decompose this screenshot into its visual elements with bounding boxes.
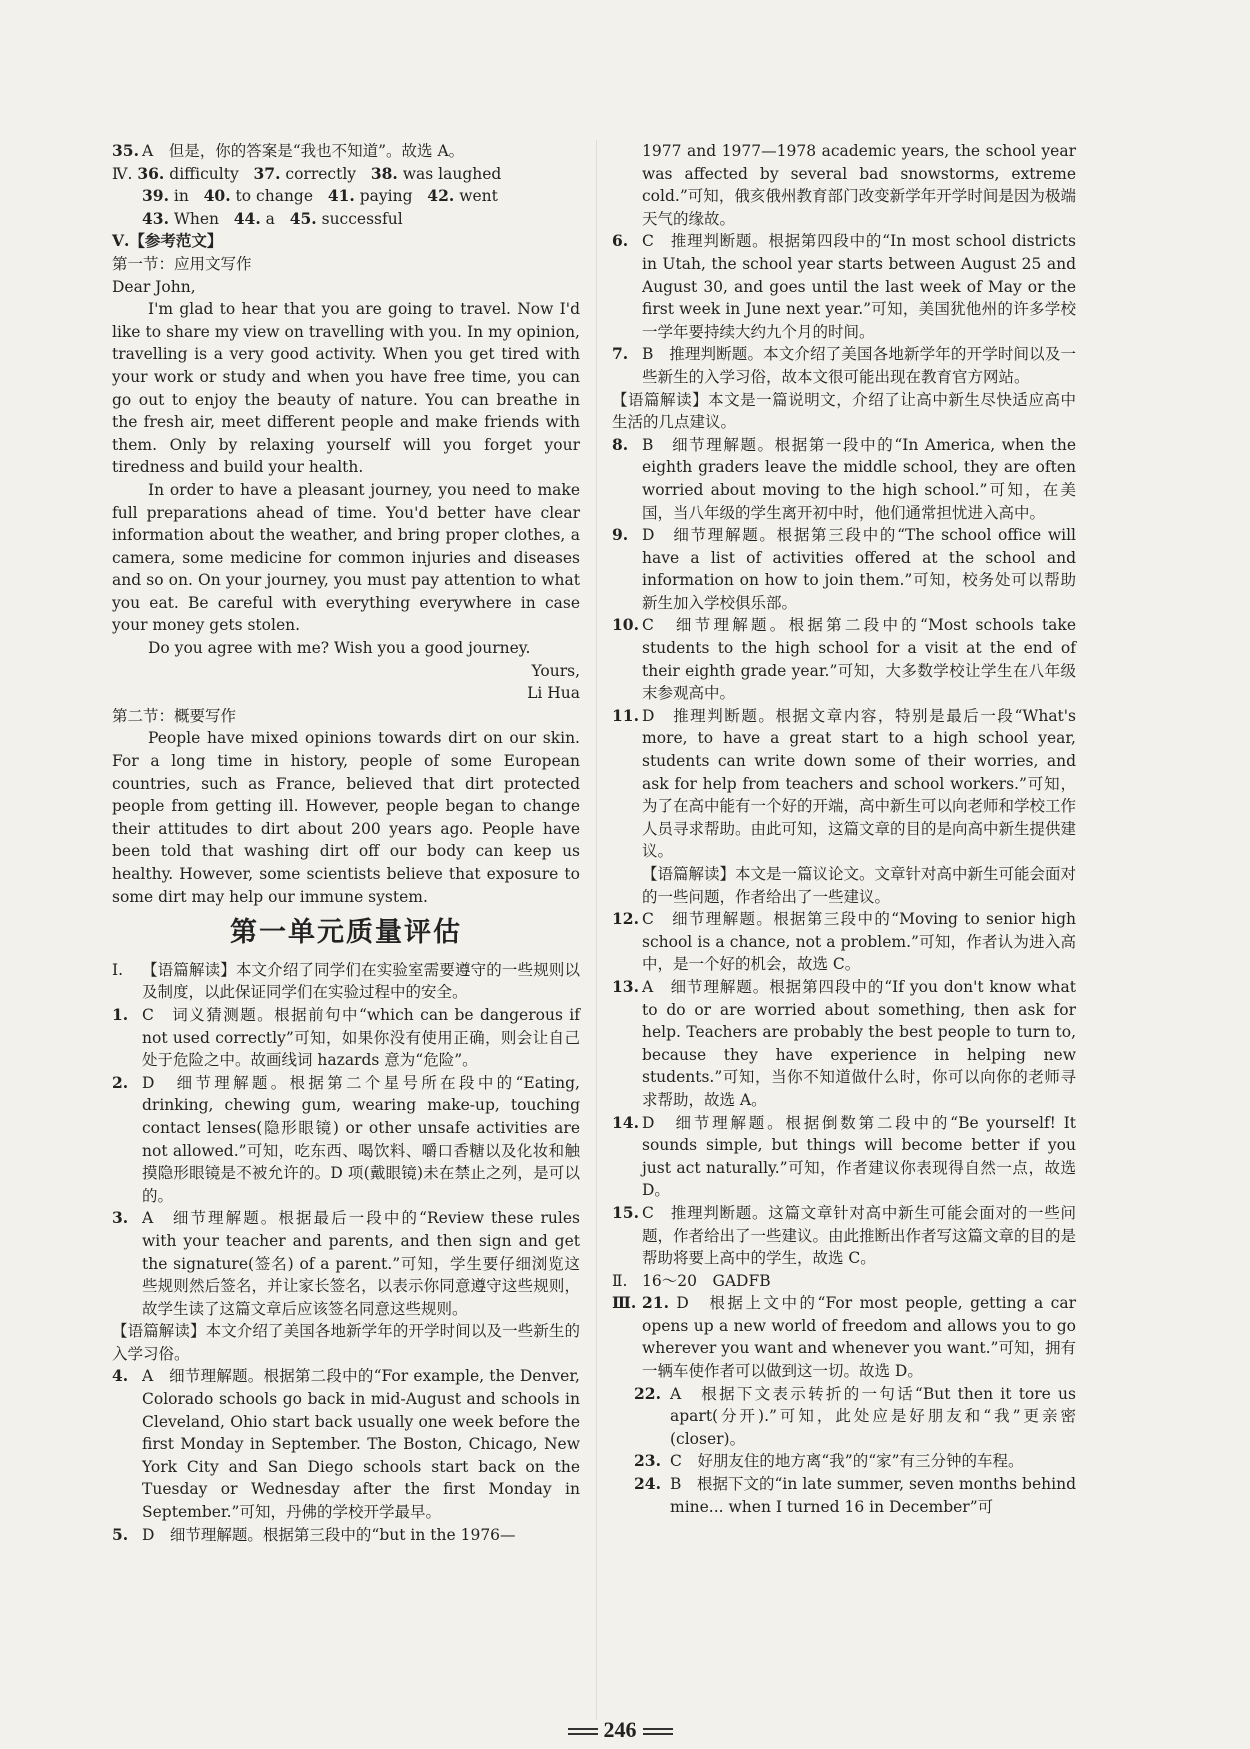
unit-title: 第一单元质量评估 [230,917,462,949]
letter-paragraph: I'm glad to hear that you are going to travel. Now I'd like to share my view on travelling with you. In my opinion, travelling is a very good activity. When you get tired with your work or study and when you have free time, you can go out to enjoy the beauty of nature. You can breathe in the fresh air, meet different people and make friends with them. Only by relaxing yourself will you forget your tiredness and build your health. [112,300,580,477]
answer-11: 11. D 推理判断题。根据文章内容，特别是最后一段“What's more, to have a great start to a high school year, students can write down some of their worries, and ask for help from teachers and school workers.”可知，为了在高中能有一个好的开端，高中新生可以向老师和学校工作人员寻求帮助。由此可知，这篇文章的目的是向高中新生提供建议。 [612,705,1077,861]
section-heading: 第一节：应用文写作 [112,254,252,273]
section-v-heading: Ⅴ.【参考范文】 [112,231,223,251]
section-i-intro: Ⅰ. 【语篇解读】本文介绍了同学们在实验室需要遵守的一些规则以及制度，以此保证同学们在实验过程中的安全。 [112,960,580,1002]
answer-15: 15. C 推理判断题。这篇文章针对高中新生可能会面对的一些问题，作者给出了一些建议。由此推断出作者写这篇文章的目的是帮助将要上高中的学生，故选 C。 [612,1202,1077,1268]
section-ii: Ⅱ. 16～20 GADFB [612,1271,771,1290]
left-column [112,140,580,1546]
answer-7: 7. B 推理判断题。本文介绍了美国各地新学年的开学时间以及一些新生的入学习俗，故本文很可能出现在教育官方网站。 [612,344,1076,386]
answer-23: 23. C 好朋友住的地方离“我”的“家”有三分钟的车程。 [634,1451,1024,1471]
section-iv-row3: 43. When 44. a 45. successful [142,208,403,228]
answer-5: 5. D 细节理解题。根据第三段中的“but in the 1976— [112,1524,516,1544]
answer-35: 35. A 但是，你的答案是“我也不知道”。故选 A。 [112,141,465,160]
page-number: 246 [520,1717,720,1743]
letter-paragraph: In order to have a pleasant journey, you need to make full preparations ahead of time. You'd better have clear information about the weather, and bring proper clothes, a camera, some medicine for common injuries and diseases and so on. On your journey, you must pay attention to what you eat. Be careful with everything everywhere in case your money gets stolen. [112,480,580,635]
answer-24: 24. B 根据下文的“in late summer, seven months behind mine... when I turned 16 in December”可 [634,1474,1076,1516]
answer-9: 9. D 细节理解题。根据第三段中的“The school office will have a list of activities offered at the school and information on how to join them.”可知，校务处可以帮助新生加入学校俱乐部。 [612,525,1076,612]
letter-greeting: Dear John, [112,277,196,296]
summary-paragraph: People have mixed opinions towards dirt on our skin. For a long time in history, people of some European countries, such as France, believed that dirt protected people from getting ill. However, people began to change their attitudes to dirt about 200 years ago. People have been told that washing dirt off our body can keep us healthy. However, some scientists believe that exposure to some dirt may help our immune system. [112,729,580,906]
section-heading: 第二节：概要写作 [112,706,237,725]
answer-4: 4. A 细节理解题。根据第二段中的“For example, the Denver, Colorado schools go back in mid-August and schools in Cleveland, Ohio start back usually one week before the first Monday in September. The Boston, Chicago, New York City and San Diego schools start back on the Tuesday or Wednesday after the first Monday in September.”可知，丹佛的学校开学最早。 [112,1366,580,1522]
answer-1: 1. C 词义猜测题。根据前句中“which can be dangerous if not used correctly”可知，如果你没有使用正确，则会让自己处于危险之中。故画线词 hazards 意为“危险”。 [112,1004,580,1070]
passage-intro: 【语篇解读】本文是一篇说明文，介绍了让高中新生尽快适应高中生活的几点建议。 [612,390,1076,432]
answer-3: 3. A 细节理解题。根据最后一段中的“Review these rules with your teacher and parents, and then sign and get the signature(签名) of a parent.”可知，学生要仔细浏览这些规则然后签名，并让家长签名，以表示你同意遵守这些规则，故学生读了这篇文章后应该签名同意这些规则。 [112,1208,580,1318]
page-number-rule [643,1728,673,1735]
section-iv-row2: 39. in 40. to change 41. paying 42. went [142,186,498,206]
answer-8: 8. B 细节理解题。根据第一段中的“In America, when the eighth graders leave the middle school, they are often worried about moving to the high school.”可知，在美国，当八年级的学生离开初中时，他们通常担忧进入高中。 [612,434,1076,522]
answer-2: 2. D 细节理解题。根据第二个星号所在段中的“Eating, drinking, chewing gum, wearing make-up, touching contact lenses(隐形眼镜) or other unsafe activities are not allowed.”可知，吃东西、喝饮料、嚼口香糖以及化妆和触摸隐形眼镜是不被允许的。D 项(戴眼镜)未在禁止之列，是可以的。 [112,1072,580,1205]
answer-22: 22. A 根据下文表示转折的一句话“But then it tore us apart(分开).”可知，此处应是好朋友和“我”更亲密(closer)。 [634,1383,1076,1448]
right-column [612,140,1076,1518]
column-divider [596,140,597,1720]
passage-intro: 【语篇解读】本文是一篇议论文。文章针对高中新生可能会面对的一些问题，作者给出了一些建议。 [642,865,1077,906]
answer-10: 10. C 细节理解题。根据第二段中的“Most schools take students to the high school for a visit at the end of their eighth grade year.”可知，大多数学校让学生在八年级末参观高中。 [612,615,1076,703]
letter-paragraph: Do you agree with me? Wish you a good journey. [148,639,531,658]
letter-closing: Yours, [531,661,580,680]
answer-21: Ⅲ. 21. D 根据上文中的“For most people, getting a car opens up a new world of freedom and allows you to go wherever you want and whenever you want.”可知，拥有一辆车使作者可以做到这一切。故选 D。 [612,1293,1076,1381]
letter-signature: Li Hua [527,684,580,703]
answer-14: 14. D 细节理解题。根据倒数第二段中的“Be yourself! It sounds simple, but things will become better if you just act naturally.”可知，作者建议你表现得自然一点，故选 D。 [612,1112,1076,1200]
answer-13: 13. A 细节理解题。根据第四段中的“If you don't know what to do or are worried about something, then ask for help. Teachers are probably the best people to turn to, because they have experience in helping new students.”可知，当你不知道做什么时，你可以向你的老师寻求帮助，故选 A。 [612,976,1076,1109]
passage-intro: 【语篇解读】本文介绍了美国各地新学年的开学时间以及一些新生的入学习俗。 [112,1322,580,1363]
answer-12: 12. C 细节理解题。根据第三段中的“Moving to senior high school is a chance, not a problem.”可知，作者认为进入高中，是一个好的机会，故选 C。 [612,909,1076,974]
page-number-rule [568,1728,598,1735]
answer-6: 6. C 推理判断题。根据第四段中的“In most school districts in Utah, the school year starts between August 25 and August 30, and goes until the last week of May or the first week in June next year.”可知，美国犹他州的许多学校一学年要持续大约九个月的时间。 [612,231,1076,341]
section-iv-row1: Ⅳ. 36. difficulty 37. correctly 38. was laughed [112,163,502,183]
answer-5-continued: 1977 and 1977—1978 academic years, the school year was affected by several bad snowstorms, extreme cold.”可知，俄亥俄州教育部门改变新学年开学时间是因为极端天气的缘故。 [642,142,1076,228]
